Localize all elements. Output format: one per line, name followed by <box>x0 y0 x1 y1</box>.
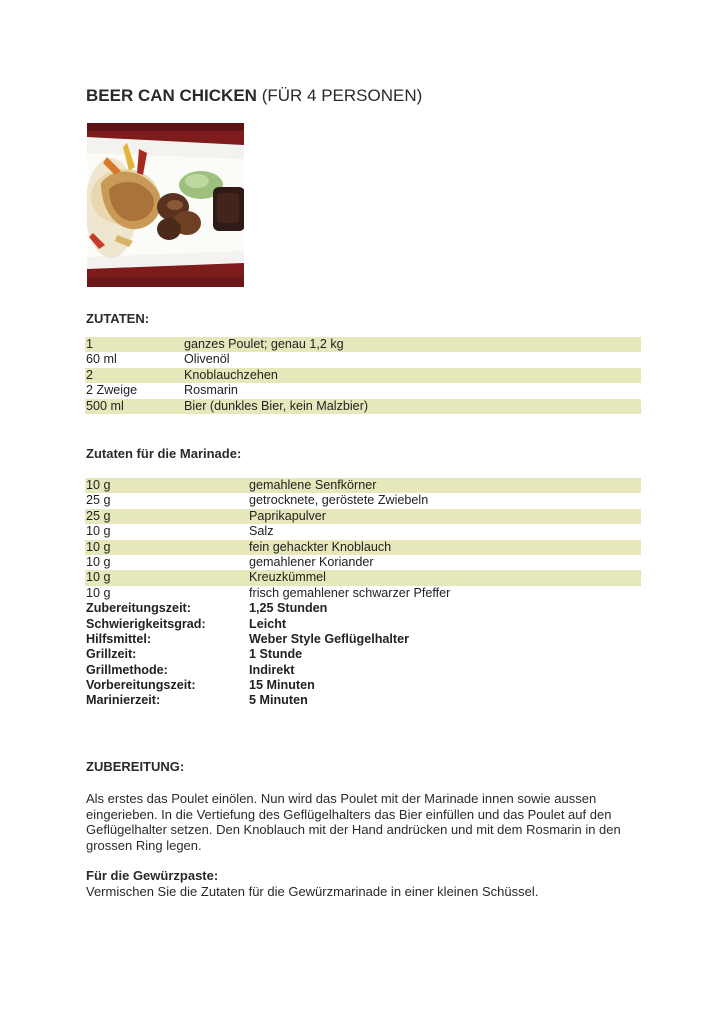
ingredient-item: Olivenöl <box>184 352 230 367</box>
preparation-heading: ZUBEREITUNG: <box>86 759 185 774</box>
info-value: Leicht <box>249 616 287 631</box>
marinade-row <box>85 493 641 508</box>
ingredient-item: Bier (dunkles Bier, kein Malzbier) <box>184 398 369 413</box>
marinade-item: getrocknete, geröstete Zwiebeln <box>249 493 429 508</box>
info-value: Weber Style Geflügelhalter <box>249 631 410 646</box>
ingredient-row <box>85 337 641 352</box>
info-label: Zubereitungszeit: <box>86 601 191 616</box>
ingredients-heading: ZUTATEN: <box>86 311 150 326</box>
recipe-title <box>86 86 422 106</box>
marinade-item: gemahlener Koriander <box>249 554 374 569</box>
marinade-row <box>85 586 641 601</box>
marinade-item: fein gehackter Knoblauch <box>249 539 392 554</box>
marinade-row <box>85 478 641 493</box>
preparation-line: Geflügelhalter setzen. Den Knoblauch mit der Hand andrücken und mit dem Rosmarin in den <box>86 822 621 838</box>
marinade-qty: 10 g <box>86 478 111 492</box>
marinade-row <box>85 524 641 539</box>
marinade-row <box>85 540 641 555</box>
marinade-item: frisch gemahlener schwarzer Pfeffer <box>249 585 451 600</box>
marinade-qty: 10 g <box>86 585 111 600</box>
info-row <box>85 647 641 662</box>
info-row <box>85 601 641 616</box>
preparation-text <box>86 791 646 853</box>
ingredient-row <box>85 399 641 414</box>
marinade-item: Kreuzkümmel <box>249 570 326 585</box>
info-label: Schwierigkeitsgrad: <box>86 616 206 631</box>
marinade-qty: 10 g <box>86 554 111 569</box>
marinade-row <box>85 509 641 524</box>
ingredient-qty: 2 <box>86 367 94 382</box>
ingredient-row <box>85 368 641 383</box>
ingredient-item: Knoblauchzehen <box>184 367 278 382</box>
info-row <box>85 632 641 647</box>
info-label: Vorbereitungszeit: <box>86 678 196 693</box>
marinade-qty: 10 g <box>86 539 111 554</box>
marinade-row <box>85 570 641 585</box>
info-value: Indirekt <box>249 662 295 677</box>
preparation-line: eingerieben. In die Vertiefung des Geflügelhalters das Bier einfüllen und das Poulet auf den <box>86 806 612 822</box>
recipe-title-servings: (FÜR 4 PERSONEN) <box>256 86 423 105</box>
marinade-heading: Zutaten für die Marinade: <box>86 446 242 461</box>
marinade-qty: 25 g <box>86 508 111 523</box>
marinade-qty: 10 g <box>86 524 111 539</box>
ingredients-table <box>85 337 641 414</box>
ingredient-row <box>85 352 641 367</box>
ingredient-row <box>85 383 641 398</box>
info-value: 15 Minuten <box>249 678 315 693</box>
info-value: 5 Minuten <box>249 693 308 708</box>
info-row <box>85 617 641 632</box>
info-row <box>85 663 641 678</box>
marinade-qty: 10 g <box>86 570 111 585</box>
marinade-item: gemahlene Senfkörner <box>249 478 377 492</box>
spice-paste-section <box>86 868 646 899</box>
info-label: Grillmethode: <box>86 662 168 677</box>
marinade-row <box>85 555 641 570</box>
spice-paste-text: Vermischen Sie die Zutaten für die Gewürzmarinade in einer kleinen Schüssel. <box>86 883 539 899</box>
marinade-qty: 25 g <box>86 493 111 508</box>
ingredient-item: Rosmarin <box>184 383 238 398</box>
info-row <box>85 678 641 693</box>
spice-paste-heading: Für die Gewürzpaste: <box>86 868 219 883</box>
preparation-line: Als erstes das Poulet einölen. Nun wird das Poulet mit der Marinade innen sowie aussen <box>86 791 597 806</box>
info-label: Marinierzeit: <box>86 693 161 708</box>
info-value: 1,25 Stunden <box>249 601 328 616</box>
ingredient-qty: 2 Zweige <box>86 383 138 398</box>
ingredient-item: ganzes Poulet; genau 1,2 kg <box>184 337 344 351</box>
ingredient-qty: 1 <box>86 337 94 351</box>
info-label: Hilfsmittel: <box>86 631 152 646</box>
preparation-line: grossen Ring legen. <box>86 837 202 853</box>
marinade-item: Paprikapulver <box>249 508 327 523</box>
recipe-photo <box>87 123 244 287</box>
marinade-item: Salz <box>249 524 274 539</box>
recipe-title-main: BEER CAN CHICKEN <box>86 86 257 105</box>
info-value: 1 Stunde <box>249 647 303 662</box>
ingredient-qty: 500 ml <box>86 398 124 413</box>
recipe-photo-image <box>87 123 244 287</box>
marinade-table <box>85 478 641 709</box>
info-label: Grillzeit: <box>86 647 137 662</box>
ingredient-qty: 60 ml <box>86 352 117 367</box>
info-row <box>85 693 641 708</box>
